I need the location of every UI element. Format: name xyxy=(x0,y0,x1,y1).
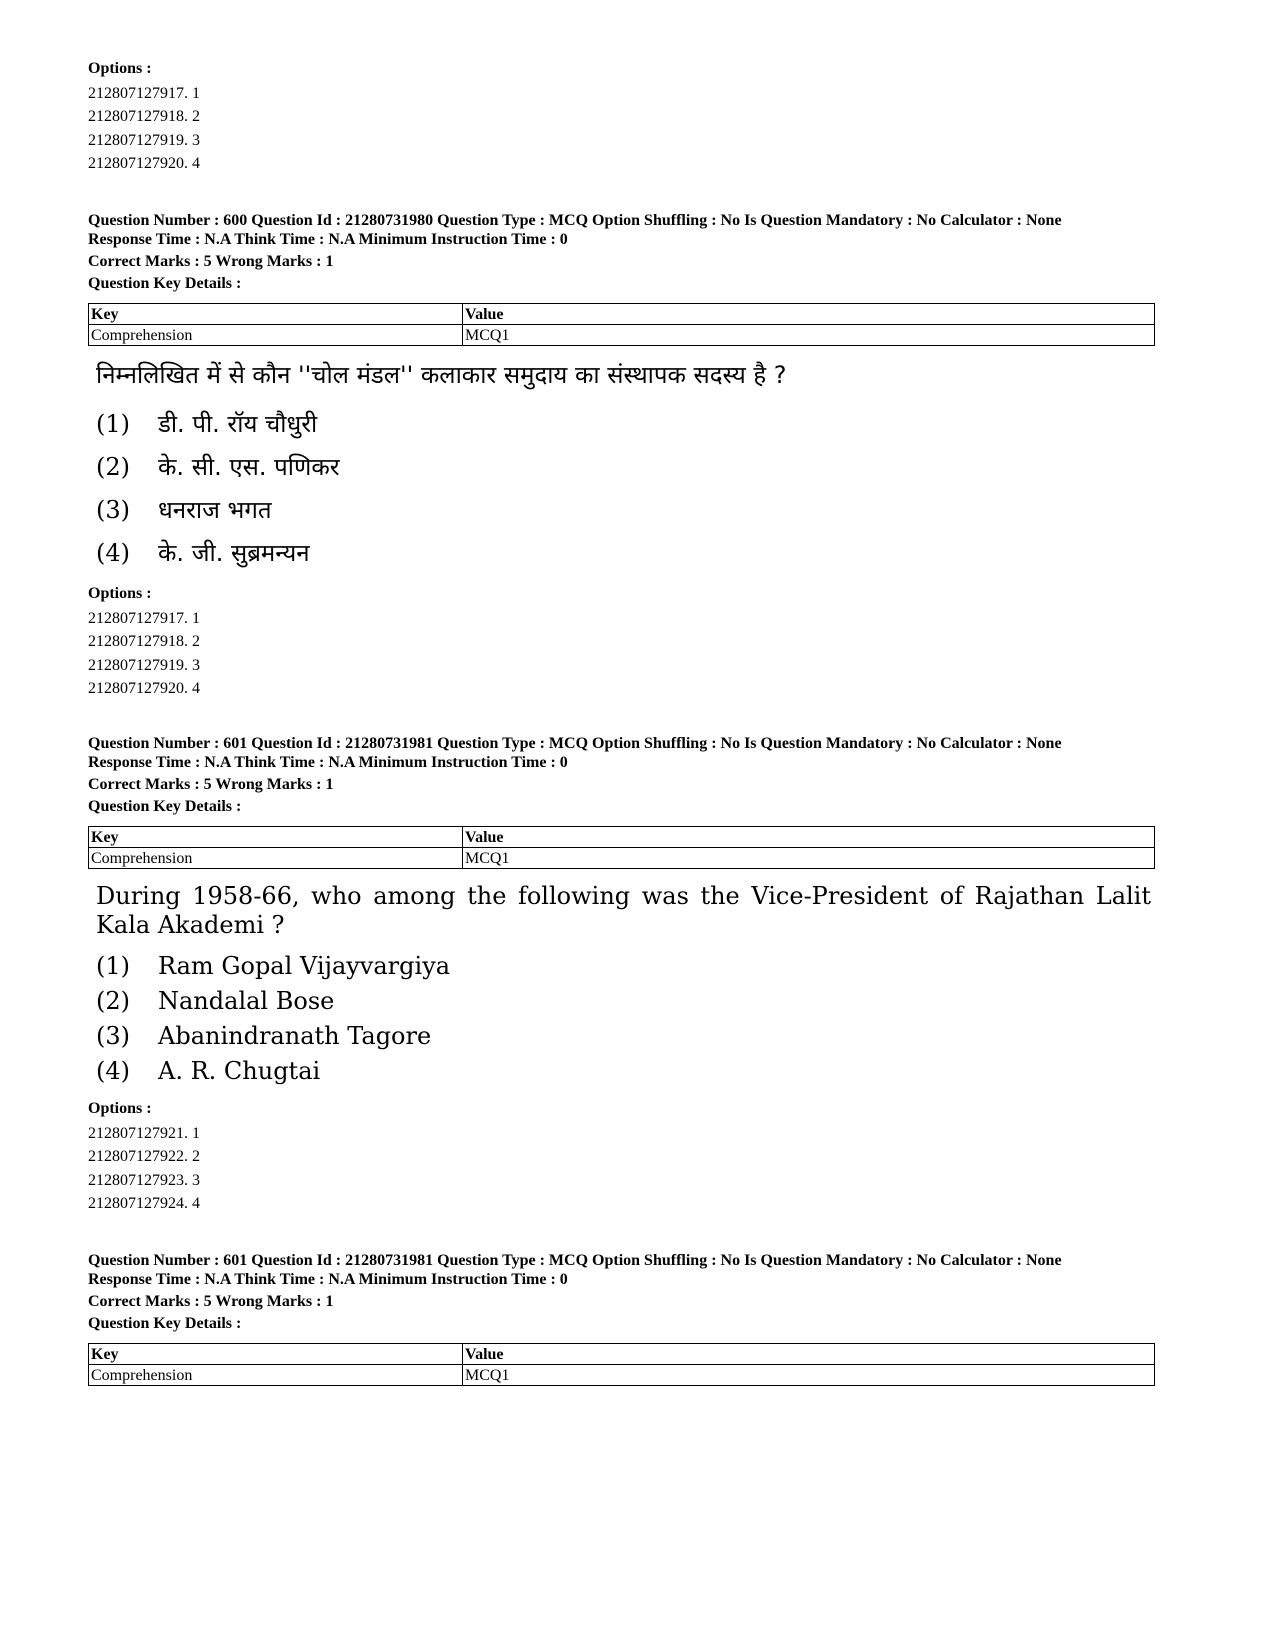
question-marks-line: Correct Marks : 5 Wrong Marks : 1 xyxy=(88,1293,334,1310)
question-key-details-label: Question Key Details : xyxy=(88,798,242,815)
table-header-row xyxy=(89,827,1155,848)
question-meta-line: Question Number : 601 Question Id : 21280731981 Question Type : MCQ Option Shuffling : No Is Question Mandatory : No Calculator : None xyxy=(88,1252,1062,1269)
question-text-hindi: निम्नलिखित में से कौन ''चोल मंडल'' कलाकार समुदाय का संस्थापक सदस्य है ? xyxy=(96,361,787,389)
option-id-line: 212807127917. 1 xyxy=(88,85,200,102)
option-id-line: 212807127923. 3 xyxy=(88,1171,200,1189)
choice-text: के. जी. सुब्रमन्यन xyxy=(158,539,310,567)
options-label: Options : xyxy=(88,1100,152,1117)
choice-row xyxy=(96,983,450,1018)
table-cell-key: Comprehension xyxy=(89,848,463,869)
question-choices-english xyxy=(96,948,450,1088)
table-header-row xyxy=(89,1344,1155,1365)
table-cell-value: MCQ1 xyxy=(463,325,1155,346)
choice-text: के. सी. एस. पणिकर xyxy=(158,453,340,481)
choice-text: Abanindranath Tagore xyxy=(158,1021,432,1050)
choice-row xyxy=(96,1018,450,1053)
choice-row xyxy=(96,402,340,445)
question-601-meta xyxy=(88,734,1062,816)
question-timing-line: Response Time : N.A Think Time : N.A Minimum Instruction Time : 0 xyxy=(88,754,568,771)
table-header-value: Value xyxy=(463,304,1155,325)
question-600-options xyxy=(88,585,200,700)
options-label: Options : xyxy=(88,585,152,602)
choice-number: (1) xyxy=(96,409,130,438)
option-id-line: 212807127920. 4 xyxy=(88,154,200,172)
choice-number: (1) xyxy=(96,951,130,980)
choice-text: A. R. Chugtai xyxy=(158,1056,321,1085)
choice-text: धनराज भगत xyxy=(158,496,272,524)
table-header-value: Value xyxy=(463,1344,1155,1365)
question-key-details-label: Question Key Details : xyxy=(88,1315,242,1332)
option-id-line: 212807127918. 2 xyxy=(88,633,200,651)
question-marks-line: Correct Marks : 5 Wrong Marks : 1 xyxy=(88,776,334,793)
option-id-line: 212807127919. 3 xyxy=(88,131,200,149)
table-row xyxy=(89,325,1155,346)
option-id-line: 212807127920. 4 xyxy=(88,679,200,697)
choice-row xyxy=(96,445,340,488)
options-label: Options : xyxy=(88,60,152,77)
choice-text: Nandalal Bose xyxy=(158,986,335,1015)
question-key-details-label: Question Key Details : xyxy=(88,275,242,292)
table-header-key: Key xyxy=(89,304,463,325)
option-id-line: 212807127924. 4 xyxy=(88,1194,200,1212)
table-header-key: Key xyxy=(89,1344,463,1365)
choice-number: (3) xyxy=(96,495,130,524)
table-row xyxy=(89,848,1155,869)
question-timing-line: Response Time : N.A Think Time : N.A Minimum Instruction Time : 0 xyxy=(88,231,568,248)
question-choices-hindi xyxy=(96,402,340,574)
question-key-table xyxy=(88,1343,1155,1386)
table-cell-key: Comprehension xyxy=(89,1365,463,1386)
question-meta-line: Question Number : 601 Question Id : 21280731981 Question Type : MCQ Option Shuffling : No Is Question Mandatory : No Calculator : None xyxy=(88,735,1062,752)
choice-number: (3) xyxy=(96,1021,130,1050)
table-cell-value: MCQ1 xyxy=(463,848,1155,869)
option-id-line: 212807127919. 3 xyxy=(88,656,200,674)
table-header-key: Key xyxy=(89,827,463,848)
choice-number: (2) xyxy=(96,452,130,481)
question-timing-line: Response Time : N.A Think Time : N.A Minimum Instruction Time : 0 xyxy=(88,1271,568,1288)
question-text-english: During 1958-66, who among the following was the Vice-President of Rajathan Lalit Kala Akademi ? xyxy=(96,882,1151,939)
table-header-row xyxy=(89,304,1155,325)
choice-row xyxy=(96,1053,450,1088)
question-meta-line: Question Number : 600 Question Id : 21280731980 Question Type : MCQ Option Shuffling : No Is Question Mandatory : No Calculator : None xyxy=(88,212,1062,229)
option-id-line: 212807127918. 2 xyxy=(88,108,200,126)
choice-number: (2) xyxy=(96,986,130,1015)
table-row xyxy=(89,1365,1155,1386)
option-id-line: 212807127922. 2 xyxy=(88,1148,200,1166)
question-601-options xyxy=(88,1100,200,1215)
question-600-meta xyxy=(88,211,1062,293)
question-key-table xyxy=(88,303,1155,346)
top-options-block xyxy=(88,60,200,175)
table-cell-key: Comprehension xyxy=(89,325,463,346)
option-id-line: 212807127921. 1 xyxy=(88,1125,200,1142)
choice-row xyxy=(96,488,340,531)
option-id-line: 212807127917. 1 xyxy=(88,610,200,627)
choice-text: Ram Gopal Vijayvargiya xyxy=(158,951,451,980)
choice-number: (4) xyxy=(96,538,130,567)
question-marks-line: Correct Marks : 5 Wrong Marks : 1 xyxy=(88,253,334,270)
choice-number: (4) xyxy=(96,1056,130,1085)
question-key-table xyxy=(88,826,1155,869)
choice-row xyxy=(96,948,450,983)
choice-row xyxy=(96,531,340,574)
question-601b-meta xyxy=(88,1251,1062,1333)
choice-text: डी. पी. रॉय चौधुरी xyxy=(158,410,318,438)
table-header-value: Value xyxy=(463,827,1155,848)
table-cell-value: MCQ1 xyxy=(463,1365,1155,1386)
